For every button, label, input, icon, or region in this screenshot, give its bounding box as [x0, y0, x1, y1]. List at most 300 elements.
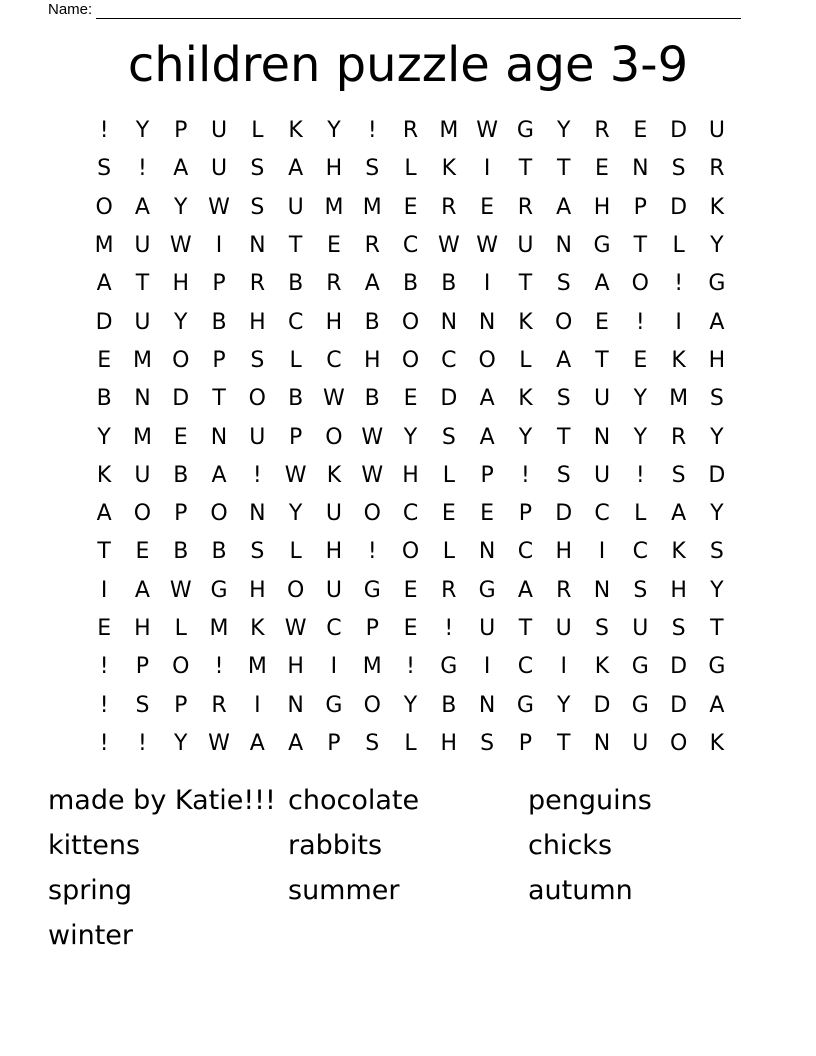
grid-letter[interactable]: M	[439, 118, 459, 144]
grid-letter[interactable]: U	[287, 194, 304, 220]
grid-letter[interactable]: R	[556, 577, 572, 603]
grid-letter[interactable]: G	[325, 692, 343, 718]
grid-letter[interactable]: H	[555, 539, 572, 565]
grid-letter[interactable]: N	[440, 309, 458, 335]
grid-letter[interactable]: L	[404, 730, 417, 756]
grid-letter[interactable]: H	[708, 347, 726, 373]
grid-letter[interactable]: N	[249, 233, 266, 259]
grid-letter[interactable]: S	[365, 730, 380, 756]
grid-letter[interactable]: !	[406, 654, 415, 680]
grid-letter[interactable]: T	[710, 616, 724, 641]
grid-letter[interactable]: A	[709, 692, 725, 718]
grid-letter[interactable]: G	[593, 233, 611, 259]
grid-letter[interactable]: M	[94, 233, 114, 259]
grid-letter[interactable]: E	[633, 118, 648, 144]
grid-letter[interactable]: !	[367, 118, 377, 144]
grid-letter[interactable]: B	[402, 271, 419, 297]
grid-letter[interactable]: U	[632, 616, 649, 641]
grid-letter[interactable]: !	[214, 654, 224, 680]
grid-letter[interactable]: E	[97, 347, 112, 373]
grid-letter[interactable]: H	[172, 271, 190, 297]
grid-letter[interactable]: N	[478, 692, 496, 718]
grid-letter[interactable]: U	[555, 616, 572, 641]
grid-letter[interactable]: L	[289, 347, 302, 373]
grid-letter[interactable]: T	[212, 386, 226, 412]
grid-letter[interactable]: D	[95, 309, 113, 335]
grid-letter[interactable]: A	[671, 501, 687, 527]
grid-letter[interactable]: L	[519, 347, 532, 373]
grid-letter[interactable]: H	[593, 194, 611, 220]
word-list-item: spring	[48, 875, 133, 906]
grid-letter[interactable]: C	[517, 539, 534, 565]
grid-letter[interactable]: A	[96, 271, 112, 297]
grid-letter[interactable]: U	[593, 462, 611, 488]
grid-letter[interactable]: B	[173, 462, 189, 488]
grid-letter[interactable]: A	[556, 347, 572, 373]
grid-letter[interactable]: K	[326, 462, 342, 488]
grid-letter[interactable]: W	[476, 233, 498, 259]
grid-letter[interactable]: H	[325, 156, 343, 182]
grid-letter[interactable]: Y	[556, 118, 571, 144]
grid-letter[interactable]: K	[709, 730, 725, 756]
grid-letter[interactable]: K	[671, 347, 686, 373]
grid-letter[interactable]: D	[670, 692, 688, 718]
grid-letter[interactable]: I	[100, 577, 108, 603]
grid-letter[interactable]: R	[594, 118, 610, 144]
grid-letter[interactable]: M	[247, 654, 267, 680]
grid-letter[interactable]: T	[135, 271, 150, 297]
grid-letter[interactable]: Y	[710, 501, 724, 527]
grid-letter[interactable]: R	[402, 118, 419, 144]
grid-letter[interactable]: N	[593, 424, 611, 450]
grid-letter[interactable]: M	[132, 424, 152, 450]
grid-letter[interactable]: R	[441, 577, 457, 603]
name-blank-line[interactable]	[96, 4, 741, 19]
grid-letter[interactable]: U	[134, 462, 151, 488]
grid-letter[interactable]: U	[325, 501, 342, 527]
grid-letter[interactable]: Y	[518, 424, 533, 450]
grid-letter[interactable]: G	[210, 577, 228, 603]
grid-letter[interactable]: U	[479, 616, 496, 641]
grid-letter[interactable]: H	[287, 654, 304, 680]
grid-letter[interactable]: T	[288, 233, 303, 259]
grid-letter[interactable]: U	[134, 233, 151, 259]
grid-letter[interactable]: D	[708, 462, 726, 488]
grid-letter[interactable]: !	[367, 539, 377, 565]
grid-letter[interactable]: D	[593, 692, 611, 718]
grid-letter[interactable]: I	[560, 654, 567, 680]
grid-letter[interactable]: S	[250, 194, 265, 220]
grid-letter[interactable]: D	[670, 118, 688, 144]
grid-letter[interactable]: Y	[403, 424, 418, 450]
grid-letter[interactable]: S	[595, 616, 609, 641]
grid-letter[interactable]: T	[556, 730, 571, 756]
grid-letter[interactable]: G	[363, 577, 381, 603]
grid-letter[interactable]: C	[402, 501, 419, 527]
grid-letter[interactable]: U	[632, 730, 649, 756]
word-list-item: chocolate	[288, 785, 420, 816]
grid-letter[interactable]: H	[670, 577, 687, 603]
grid-letter[interactable]: N	[134, 386, 151, 412]
grid-letter[interactable]: S	[671, 462, 686, 488]
grid-letter[interactable]: U	[210, 156, 228, 182]
grid-letter[interactable]: H	[363, 347, 381, 373]
grid-letter[interactable]: B	[441, 692, 457, 718]
grid-letter[interactable]: O	[325, 424, 343, 450]
grid-letter[interactable]: G	[708, 654, 726, 680]
grid-letter[interactable]: O	[172, 347, 190, 373]
grid-letter[interactable]: O	[363, 692, 381, 718]
grid-letter[interactable]: U	[517, 233, 534, 259]
grid-letter[interactable]: C	[441, 347, 457, 373]
grid-letter[interactable]: E	[480, 501, 495, 527]
grid-letter[interactable]: T	[97, 539, 111, 565]
grid-letter[interactable]: S	[250, 347, 265, 373]
grid-letter[interactable]: I	[483, 654, 491, 680]
grid-letter[interactable]: P	[518, 730, 533, 756]
word-list-item: winter	[48, 920, 133, 951]
grid-letter[interactable]: A	[288, 156, 304, 182]
word-list-item: kittens	[48, 830, 141, 861]
grid-letter[interactable]: E	[173, 424, 188, 450]
grid-letter[interactable]: !	[99, 654, 109, 680]
grid-letter[interactable]: N	[478, 309, 496, 335]
grid-letter[interactable]: D	[555, 501, 573, 527]
grid-letter[interactable]: R	[364, 233, 380, 259]
grid-letter[interactable]: P	[365, 616, 379, 641]
word-list-item: chicks	[528, 830, 613, 861]
grid-letter[interactable]: A	[594, 271, 610, 297]
grid-letter[interactable]: !	[444, 616, 454, 641]
grid-letter[interactable]: S	[365, 156, 380, 182]
grid-letter[interactable]: P	[135, 654, 150, 680]
grid-letter[interactable]: A	[517, 577, 533, 603]
grid-letter[interactable]: E	[403, 616, 418, 641]
grid-letter[interactable]: Y	[633, 386, 648, 412]
grid-letter[interactable]: A	[249, 730, 265, 756]
grid-letter[interactable]: U	[325, 577, 342, 603]
grid-letter[interactable]: N	[478, 539, 496, 565]
grid-letter[interactable]: M	[362, 194, 382, 220]
grid-letter[interactable]: S	[671, 616, 686, 641]
grid-letter[interactable]: !	[99, 118, 109, 144]
grid-letter[interactable]: N	[249, 501, 266, 527]
word-list-item: penguins	[528, 785, 652, 816]
grid-letter[interactable]: Y	[174, 730, 188, 756]
grid-letter[interactable]: T	[518, 616, 533, 641]
grid-letter[interactable]: A	[479, 424, 495, 450]
grid-letter[interactable]: G	[516, 692, 534, 718]
grid-letter[interactable]: N	[555, 233, 572, 259]
grid-letter[interactable]: Y	[710, 577, 724, 603]
grid-letter[interactable]: T	[556, 424, 571, 450]
grid-letter[interactable]: B	[211, 539, 227, 565]
grid-letter[interactable]: I	[675, 309, 682, 335]
grid-letter[interactable]: O	[669, 730, 688, 756]
grid-letter[interactable]: M	[324, 194, 344, 220]
grid-letter[interactable]: Y	[174, 309, 188, 335]
grid-letter[interactable]: B	[211, 309, 227, 335]
grid-letter[interactable]: B	[364, 309, 380, 335]
grid-letter[interactable]: L	[289, 539, 302, 565]
grid-letter[interactable]: O	[133, 501, 152, 527]
word-list-item: rabbits	[288, 830, 383, 861]
grid-letter[interactable]: M	[132, 347, 152, 373]
grid-letter[interactable]: E	[595, 156, 609, 182]
grid-letter[interactable]: O	[95, 194, 113, 220]
grid-letter[interactable]: Y	[97, 424, 111, 450]
grid-letter[interactable]: I	[483, 156, 491, 182]
grid-letter[interactable]: E	[633, 347, 648, 373]
grid-letter[interactable]: A	[288, 730, 304, 756]
grid-letter[interactable]: E	[480, 194, 495, 220]
grid-letter[interactable]: H	[325, 539, 343, 565]
grid-letter[interactable]: E	[403, 577, 418, 603]
grid-letter[interactable]: A	[479, 386, 495, 412]
grid-letter[interactable]: S	[633, 577, 648, 603]
grid-letter[interactable]: A	[134, 577, 150, 603]
grid-letter[interactable]: M	[362, 654, 382, 680]
grid-letter[interactable]: H	[402, 462, 419, 488]
grid-letter[interactable]: G	[440, 654, 458, 680]
grid-letter[interactable]: U	[708, 118, 725, 144]
grid-letter[interactable]: L	[442, 462, 455, 488]
grid-letter[interactable]: P	[174, 501, 188, 527]
grid-letter[interactable]: W	[169, 233, 192, 259]
grid-letter[interactable]: Y	[327, 118, 341, 144]
grid-letter[interactable]: O	[401, 347, 420, 373]
grid-letter[interactable]: I	[483, 271, 491, 297]
grid-letter[interactable]: Y	[174, 194, 188, 220]
grid-letter[interactable]: A	[211, 462, 227, 488]
grid-letter[interactable]: W	[208, 194, 230, 220]
grid-letter[interactable]: G	[516, 118, 534, 144]
grid-letter[interactable]: H	[440, 730, 458, 756]
grid-letter[interactable]: R	[670, 424, 687, 450]
grid-letter[interactable]: K	[518, 386, 533, 412]
grid-letter[interactable]: D	[440, 386, 458, 412]
grid-letter[interactable]: T	[595, 347, 609, 373]
grid-letter[interactable]: C	[517, 654, 534, 680]
grid-letter[interactable]: N	[210, 424, 228, 450]
grid-letter[interactable]: U	[210, 118, 228, 144]
grid-letter[interactable]: A	[134, 194, 150, 220]
grid-letter[interactable]: T	[518, 156, 533, 182]
grid-letter[interactable]: R	[211, 692, 227, 718]
grid-letter[interactable]: S	[441, 424, 456, 450]
grid-letter[interactable]: E	[403, 194, 418, 220]
grid-letter[interactable]: S	[709, 386, 724, 412]
grid-letter[interactable]: O	[478, 347, 496, 373]
grid-letter[interactable]: O	[555, 309, 573, 335]
grid-letter[interactable]: C	[326, 616, 342, 641]
grid-letter[interactable]: W	[361, 462, 384, 488]
grid-letter[interactable]: G	[631, 654, 649, 680]
word-list-item: made by Katie!!!	[48, 785, 276, 816]
grid-letter[interactable]: U	[134, 309, 151, 335]
grid-letter[interactable]: L	[251, 118, 264, 144]
grid-letter[interactable]: Y	[403, 692, 418, 718]
grid-letter[interactable]: P	[480, 462, 494, 488]
grid-letter[interactable]: B	[96, 386, 112, 412]
grid-letter[interactable]: R	[249, 271, 265, 297]
grid-letter[interactable]: S	[97, 156, 112, 182]
grid-letter[interactable]: N	[593, 730, 611, 756]
grid-letter[interactable]: O	[401, 539, 420, 565]
grid-letter[interactable]: !	[635, 309, 645, 335]
grid-letter[interactable]: N	[593, 577, 611, 603]
grid-letter[interactable]: K	[288, 118, 303, 144]
grid-letter[interactable]: P	[518, 501, 533, 527]
grid-letter[interactable]: T	[633, 233, 648, 259]
grid-letter[interactable]: W	[361, 424, 384, 450]
grid-letter[interactable]: P	[174, 692, 188, 718]
grid-letter[interactable]: A	[364, 271, 380, 297]
grid-letter[interactable]: O	[248, 386, 266, 412]
grid-letter[interactable]: O	[363, 501, 381, 527]
grid-letter[interactable]: K	[671, 539, 686, 565]
grid-letter[interactable]: Y	[710, 424, 724, 450]
grid-letter[interactable]: T	[518, 271, 533, 297]
grid-letter[interactable]: K	[594, 654, 610, 680]
grid-letter[interactable]: Y	[633, 424, 648, 450]
grid-letter[interactable]: G	[478, 577, 496, 603]
grid-letter[interactable]: U	[249, 424, 266, 450]
grid-letter[interactable]: S	[709, 539, 724, 565]
grid-letter[interactable]: D	[670, 654, 688, 680]
grid-letter[interactable]: B	[441, 271, 457, 297]
grid-letter[interactable]: N	[632, 156, 649, 182]
grid-letter[interactable]: R	[709, 156, 725, 182]
grid-letter[interactable]: S	[135, 692, 150, 718]
grid-letter[interactable]: H	[325, 309, 343, 335]
grid-letter[interactable]: I	[598, 539, 606, 565]
grid-letter[interactable]: O	[286, 577, 305, 603]
grid-letter[interactable]: A	[556, 194, 572, 220]
grid-letter[interactable]: !	[99, 730, 109, 756]
grid-letter[interactable]: R	[326, 271, 342, 297]
grid-letter[interactable]: B	[364, 386, 380, 412]
grid-letter[interactable]: L	[672, 233, 685, 259]
grid-letter[interactable]: K	[518, 309, 533, 335]
grid-letter[interactable]: W	[437, 233, 460, 259]
grid-letter[interactable]: G	[708, 271, 726, 297]
grid-letter[interactable]: I	[254, 692, 261, 718]
grid-letter[interactable]: P	[327, 730, 341, 756]
grid-letter[interactable]: P	[174, 118, 188, 144]
grid-letter[interactable]: Y	[710, 233, 724, 259]
grid-letter[interactable]: A	[96, 501, 112, 527]
grid-letter[interactable]: A	[709, 309, 725, 335]
grid-letter[interactable]: K	[96, 462, 112, 488]
grid-letter[interactable]: Y	[556, 692, 571, 718]
grid-letter[interactable]: !	[99, 692, 109, 718]
grid-letter[interactable]: C	[594, 501, 610, 527]
grid-letter[interactable]: C	[326, 347, 342, 373]
grid-letter[interactable]: W	[476, 118, 498, 144]
grid-letter[interactable]: Y	[135, 118, 150, 144]
grid-letter[interactable]: O	[631, 271, 649, 297]
grid-letter[interactable]: G	[631, 692, 649, 718]
grid-letter[interactable]: C	[402, 233, 419, 259]
grid-letter[interactable]: M	[669, 386, 689, 412]
grid-letter[interactable]: L	[174, 616, 187, 641]
grid-letter[interactable]: B	[288, 271, 304, 297]
grid-letter[interactable]: S	[250, 539, 265, 565]
grid-letter[interactable]: P	[212, 271, 226, 297]
grid-letter[interactable]: L	[442, 539, 455, 565]
grid-letter[interactable]: O	[210, 501, 228, 527]
grid-letter[interactable]: S	[556, 271, 571, 297]
grid-letter[interactable]: N	[287, 692, 304, 718]
grid-letter[interactable]: H	[249, 577, 266, 603]
grid-letter[interactable]: A	[173, 156, 189, 182]
grid-letter[interactable]: Y	[288, 501, 303, 527]
grid-letter[interactable]: E	[97, 616, 112, 641]
grid-letter[interactable]: W	[169, 577, 192, 603]
grid-letter[interactable]: E	[441, 501, 456, 527]
grid-letter[interactable]: K	[709, 194, 725, 220]
grid-letter[interactable]: B	[173, 539, 189, 565]
grid-letter[interactable]: T	[556, 156, 571, 182]
grid-letter[interactable]: K	[441, 156, 457, 182]
grid-letter[interactable]: R	[517, 194, 534, 220]
grid-letter[interactable]: O	[401, 309, 420, 335]
grid-letter[interactable]: P	[633, 194, 647, 220]
grid-letter[interactable]: U	[593, 386, 611, 412]
grid-letter[interactable]: !	[674, 271, 684, 297]
grid-letter[interactable]: W	[323, 386, 345, 412]
grid-letter[interactable]: P	[212, 347, 226, 373]
grid-letter[interactable]: P	[288, 424, 303, 450]
grid-letter[interactable]: R	[441, 194, 457, 220]
grid-letter[interactable]: D	[670, 194, 688, 220]
grid-letter[interactable]: E	[595, 309, 609, 335]
grid-letter[interactable]: !	[521, 462, 530, 488]
grid-letter[interactable]: W	[284, 616, 307, 641]
grid-letter[interactable]: S	[556, 386, 571, 412]
grid-letter[interactable]: !	[635, 462, 645, 488]
grid-letter[interactable]: H	[249, 309, 266, 335]
grid-letter[interactable]: B	[288, 386, 304, 412]
name-label: Name:	[48, 1, 93, 18]
grid-letter[interactable]: S	[556, 462, 571, 488]
grid-letter[interactable]: E	[135, 539, 150, 565]
grid-letter[interactable]: !	[138, 730, 147, 756]
grid-letter[interactable]: I	[215, 233, 223, 259]
grid-letter[interactable]: !	[252, 462, 262, 488]
grid-letter[interactable]: I	[330, 654, 338, 680]
grid-letter[interactable]: E	[326, 233, 341, 259]
grid-letter[interactable]: K	[250, 616, 265, 641]
grid-letter[interactable]: S	[671, 156, 686, 182]
grid-letter[interactable]: C	[287, 309, 304, 335]
grid-letter[interactable]: C	[632, 539, 648, 565]
grid-letter[interactable]: S	[250, 156, 265, 182]
grid-letter[interactable]: W	[284, 462, 307, 488]
grid-letter[interactable]: !	[138, 156, 147, 182]
grid-letter[interactable]: M	[209, 616, 229, 641]
grid-letter[interactable]: L	[634, 501, 647, 527]
grid-letter[interactable]: D	[172, 386, 190, 412]
grid-letter[interactable]: S	[480, 730, 495, 756]
grid-letter[interactable]: H	[134, 616, 151, 641]
page-title: children puzzle age 3-9	[127, 37, 689, 93]
grid-letter[interactable]: E	[403, 386, 418, 412]
grid-letter[interactable]: W	[208, 730, 230, 756]
grid-letter[interactable]: O	[172, 654, 190, 680]
grid-letter[interactable]: L	[404, 156, 417, 182]
